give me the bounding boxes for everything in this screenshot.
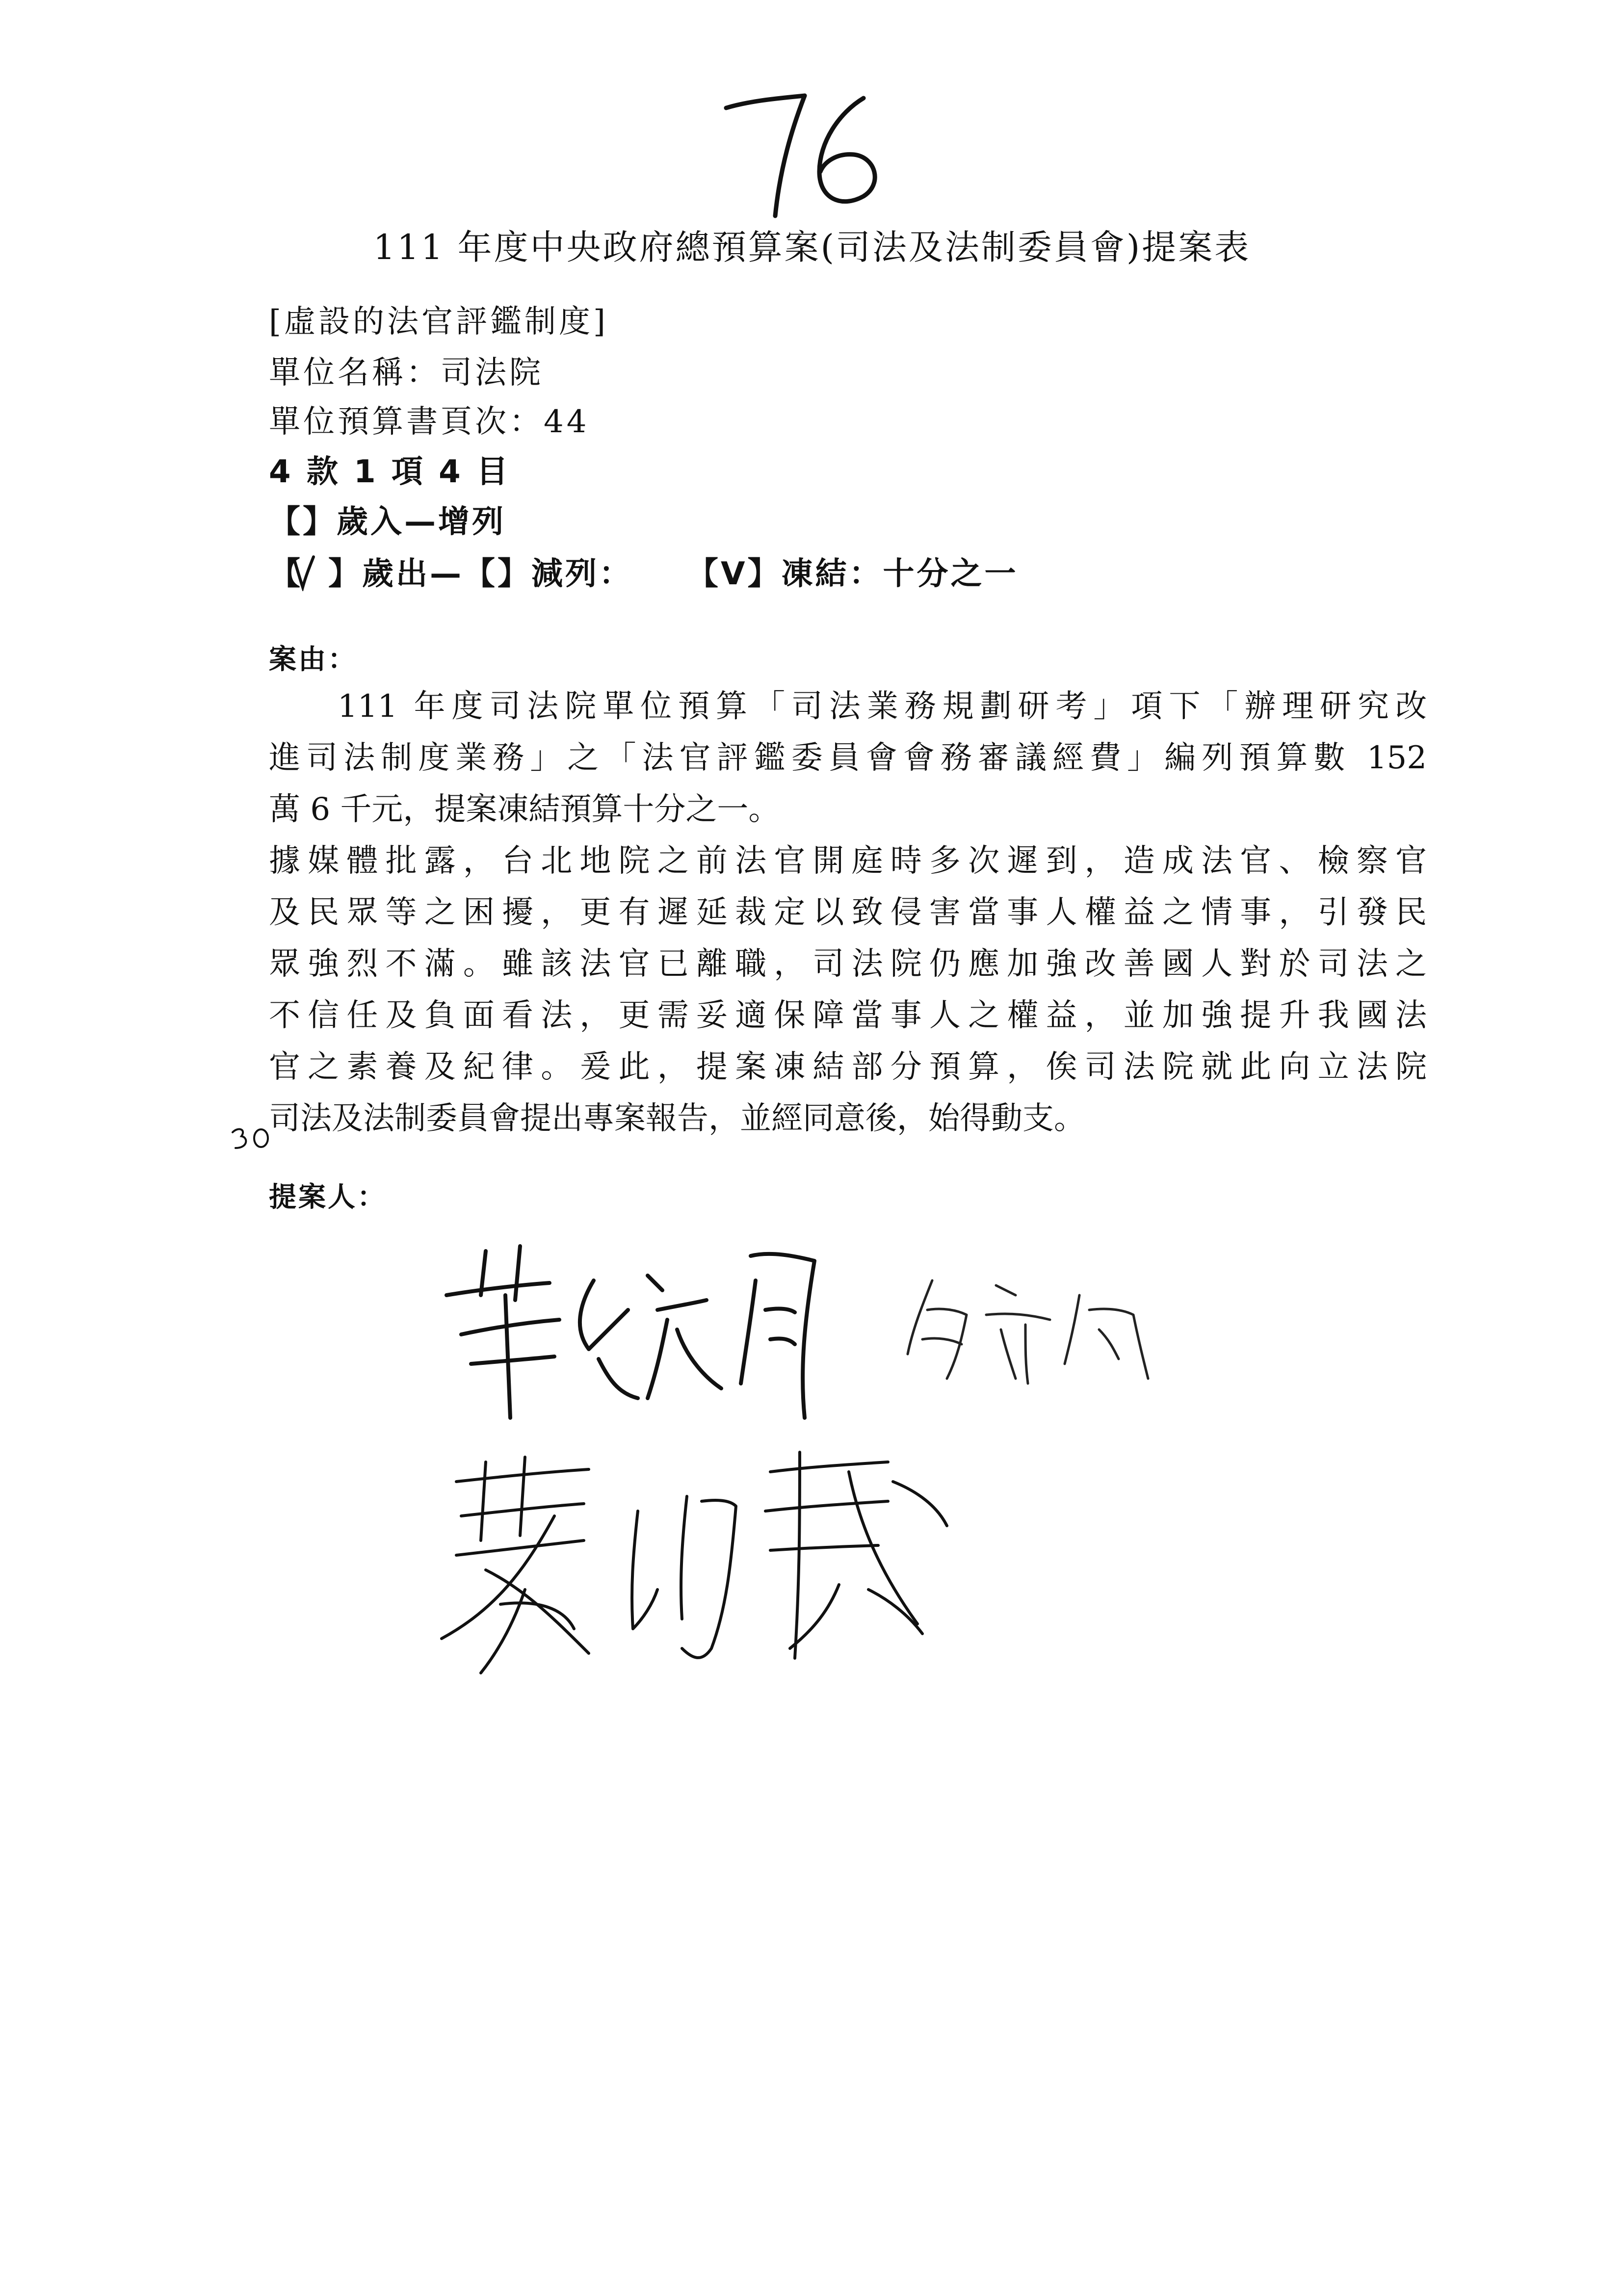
budget-item: 4 款 1 項 4 目 xyxy=(269,454,510,490)
expenditure-bracket-open: 【 xyxy=(269,556,303,592)
reason-line: 官之素養及紀律。爰此，提案凍結部分預算，俟司法院就此向立法院 xyxy=(269,1049,1427,1085)
handwritten-page-number xyxy=(707,74,893,221)
expenditure-text: 】歲出—【】減列： xyxy=(328,556,633,592)
document-title: 111 年度中央政府總預算案(司法及法制委員會)提案表 xyxy=(373,227,1251,267)
handwritten-check-mark xyxy=(291,552,315,591)
budget-page-number: 單位預算書頁次：44 xyxy=(269,404,590,440)
proposer-label: 提案人： xyxy=(269,1181,387,1213)
unit-name: 單位名稱：司法院 xyxy=(269,355,544,391)
reason-line: 111 年度司法院單位預算「司法業務規劃研考」項下「辦理研究改 xyxy=(338,688,1427,725)
signature-1 xyxy=(432,1222,854,1428)
reason-line: 不信任及負面看法，更需妥適保障當事人之權益，並加強提升我國法 xyxy=(269,997,1427,1034)
revenue-line: 【】歲入—增列 xyxy=(269,504,506,540)
signature-3 xyxy=(427,1442,962,1697)
handwritten-margin-note xyxy=(229,1123,273,1153)
signature-2 xyxy=(903,1266,1168,1393)
reason-line: 及民眾等之困擾，更有遲延裁定以致侵害當事人權益之情事，引發民 xyxy=(269,894,1427,931)
reason-line: 萬 6 千元，提案凍結預算十分之一。 xyxy=(269,791,780,828)
freeze-text: 【V】凍結：十分之一 xyxy=(687,556,1019,592)
reason-label: 案由： xyxy=(269,644,357,676)
reason-line: 進司法制度業務」之「法官評鑑委員會會務審議經費」編列預算數 152 xyxy=(269,740,1427,776)
reason-line: 據媒體批露，台北地院之前法官開庭時多次遲到，造成法官、檢察官 xyxy=(269,843,1427,879)
reason-line: 眾強烈不滿。雖該法官已離職，司法院仍應加強改善國人對於司法之 xyxy=(269,946,1427,982)
proposal-subject: [虛設的法官評鑑制度] xyxy=(269,304,608,340)
expenditure-line xyxy=(269,548,1019,594)
reason-line: 司法及法制委員會提出專案報告，並經同意後，始得動支。 xyxy=(269,1100,1085,1137)
